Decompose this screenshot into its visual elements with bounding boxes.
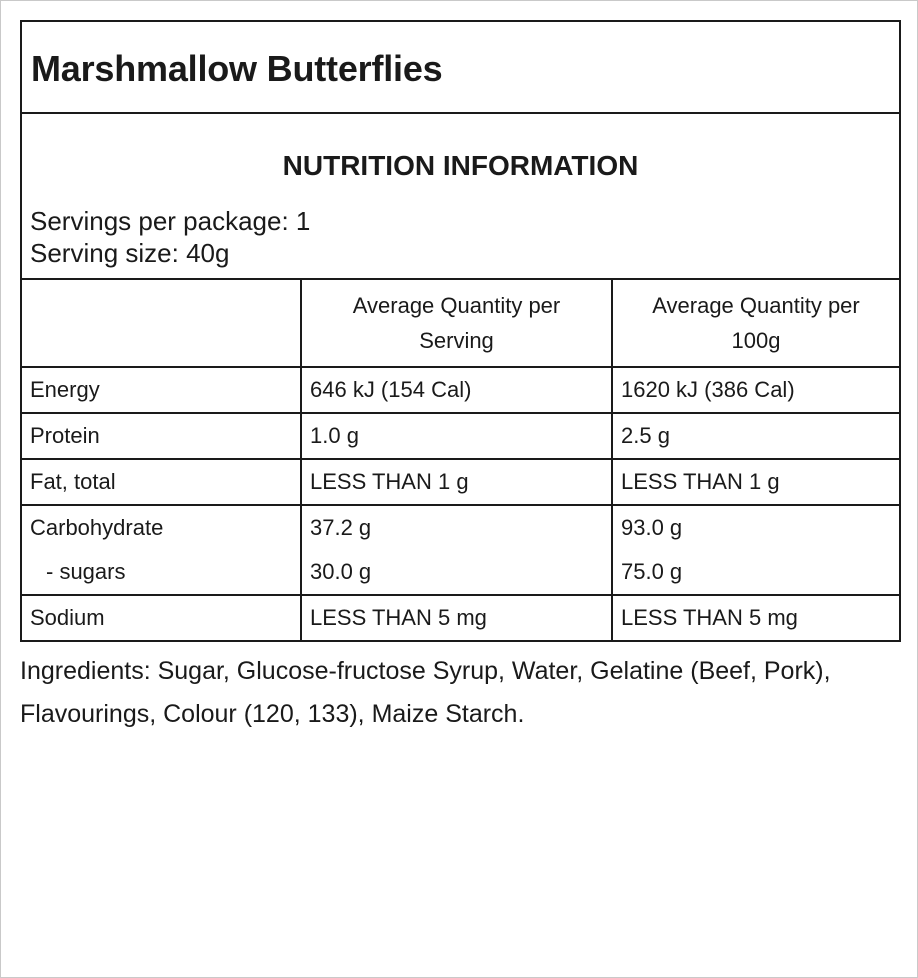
per-serving-value: 37.2 g [310,515,372,540]
nutrient-label: Sodium [22,595,301,641]
per-serving-cell [301,505,612,595]
nutrient-label: Protein [22,413,301,459]
servings-per-package: Servings per package: 1 [30,206,311,236]
per-100g-value: LESS THAN 1 g [612,459,899,505]
nutrition-heading: NUTRITION INFORMATION [282,150,639,181]
nutrition-table [22,280,899,642]
column-header-per-100g: Average Quantity per 100g [612,280,899,367]
nutrient-label-cell [22,505,301,595]
product-title: Marshmallow Butterflies [22,22,899,114]
nutrition-panel [20,20,901,642]
column-header-per-serving: Average Quantity per Serving [301,280,612,367]
sub-per-serving-value: 30.0 g [310,559,372,584]
per-100g-value: 1620 kJ (386 Cal) [612,367,899,413]
ingredients-text: Ingredients: Sugar, Glucose-fructose Syrup, Water, Gelatine (Beef, Pork), Flavourings, Colour (120, 133), Maize Starch. [20,657,831,728]
per-100g-cell [612,505,899,595]
table-row [22,595,899,641]
table-row [22,367,899,413]
nutrition-header [22,114,899,280]
table-row [22,459,899,505]
table-row [22,413,899,459]
per-serving-value: 646 kJ (154 Cal) [301,367,612,413]
sub-per-100g-value: 75.0 g [621,559,683,584]
nutrient-label: Carbohydrate [30,515,164,540]
per-100g-value: 93.0 g [621,515,683,540]
sub-nutrient-label: - sugars [46,559,126,584]
nutrient-label: Energy [22,367,301,413]
per-serving-value: 1.0 g [301,413,612,459]
column-header-nutrient [22,280,301,367]
table-row [22,505,899,595]
per-serving-value: LESS THAN 5 mg [301,595,612,641]
per-100g-value: 2.5 g [612,413,899,459]
table-header-row [22,280,899,367]
serving-size: Serving size: 40g [30,238,230,268]
per-100g-value: LESS THAN 5 mg [612,595,899,641]
nutrient-label: Fat, total [22,459,301,505]
per-serving-value: LESS THAN 1 g [301,459,612,505]
